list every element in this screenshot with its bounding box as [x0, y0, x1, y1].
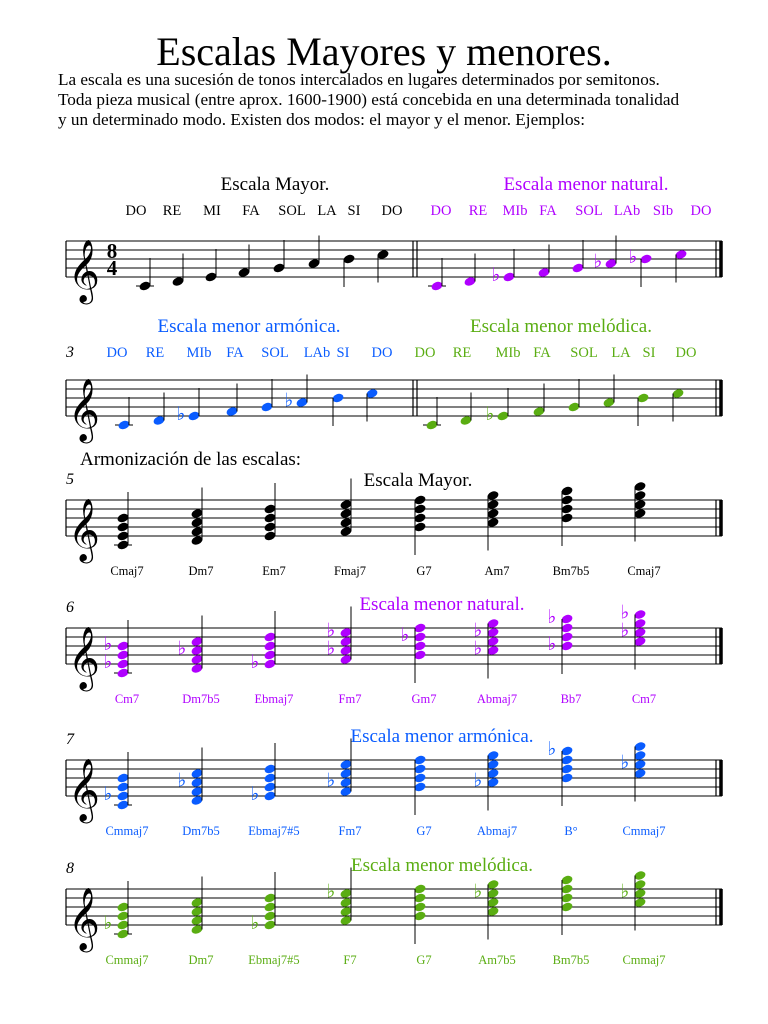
note-syllable: LAb	[613, 203, 641, 219]
scale-heading: Escala menor armónica.	[157, 316, 341, 337]
note-syllable: MIb	[186, 345, 212, 361]
flat-sign-icon: ♭	[620, 881, 630, 903]
chord-name: Fm7	[338, 824, 362, 838]
chord-system-heading: Escala menor armónica.	[350, 726, 534, 747]
chord-name: Fm7	[338, 692, 362, 706]
flat-sign-icon: ♭	[103, 652, 113, 673]
flat-sign-icon: ♭	[400, 625, 410, 646]
measure-number: 7	[66, 731, 74, 748]
flat-sign-icon: ♭	[485, 404, 495, 425]
note-syllable: SI	[642, 345, 656, 361]
chord-name: Ebmaj7#5	[248, 953, 300, 967]
note-syllable: RE	[162, 203, 182, 219]
note-syllable: SOL	[278, 203, 306, 219]
treble-clef-icon: 𝄞	[68, 760, 100, 820]
flat-sign-icon: ♭	[326, 620, 336, 642]
flat-sign-icon: ♭	[177, 638, 187, 660]
note-syllable: DO	[675, 345, 697, 361]
chord-name: Dm7b5	[182, 824, 220, 838]
flat-sign-icon: ♭	[103, 784, 113, 805]
flat-sign-icon: ♭	[620, 752, 630, 774]
time-signature-top: 8	[106, 239, 118, 263]
flat-sign-icon: ♭	[473, 770, 483, 792]
chord-name: Dm7	[188, 953, 214, 967]
flat-sign-icon: ♭	[250, 784, 260, 805]
chord-name: Bm7b5	[552, 953, 590, 967]
flat-sign-icon: ♭	[284, 390, 294, 412]
note-syllable: RE	[468, 203, 488, 219]
chord-name: Cmaj7	[627, 564, 661, 578]
chord-system-heading: Escala Mayor.	[363, 470, 473, 491]
flat-sign-icon: ♭	[103, 634, 113, 655]
time-signature-bottom: 4	[106, 256, 118, 280]
flat-sign-icon: ♭	[620, 620, 630, 642]
scale-heading: Escala menor natural.	[503, 174, 669, 195]
note-syllable: DO	[381, 203, 403, 219]
chord-name: Ebmaj7	[254, 692, 294, 706]
flat-sign-icon: ♭	[326, 770, 336, 792]
note-syllable: FA	[533, 345, 551, 361]
note-syllable: SI	[336, 345, 350, 361]
note-syllable: SI	[347, 203, 361, 219]
note-syllable: MIb	[495, 345, 521, 361]
flat-sign-icon: ♭	[547, 607, 557, 628]
chord-name: Dm7b5	[182, 692, 220, 706]
chord-name: Am7	[484, 564, 510, 578]
intro-line: La escala es una sucesión de tonos intercalados en lugares determinados por semitonos.	[58, 70, 660, 89]
flat-sign-icon: ♭	[250, 913, 260, 934]
chord-name: Am7b5	[478, 953, 516, 967]
note-syllable: MI	[203, 203, 221, 219]
flat-sign-icon: ♭	[473, 620, 483, 642]
intro-line: y un determinado modo. Existen dos modos: el mayor y el menor. Ejemplos:	[58, 110, 586, 129]
chord-name: Abmaj7	[476, 692, 518, 706]
chord-name: Abmaj7	[476, 824, 518, 838]
note-syllable: LA	[317, 203, 337, 219]
flat-sign-icon: ♭	[103, 913, 113, 934]
chord-name: Em7	[262, 564, 286, 578]
note-syllable: LAb	[303, 345, 331, 361]
measure-number: 6	[66, 599, 74, 616]
scale-heading: Escala Mayor.	[220, 174, 330, 195]
note-syllable: DO	[690, 203, 712, 219]
flat-sign-icon: ♭	[547, 739, 557, 760]
chord-name: G7	[416, 953, 432, 967]
note-syllable: SIb	[652, 203, 674, 219]
chord-name: Gm7	[411, 692, 437, 706]
chord-name: F7	[343, 953, 357, 967]
flat-sign-icon: ♭	[628, 247, 638, 268]
note-syllable: MIb	[502, 203, 528, 219]
note-syllable: SOL	[575, 203, 603, 219]
scale-heading: Escala menor melódica.	[469, 316, 653, 337]
treble-clef-icon: 𝄞	[68, 380, 100, 440]
flat-sign-icon: ♭	[326, 638, 336, 660]
treble-clef-icon: 𝄞	[68, 889, 100, 949]
flat-sign-icon: ♭	[176, 404, 186, 425]
note-syllable: SOL	[570, 345, 598, 361]
treble-clef-icon: 𝄞	[68, 500, 100, 560]
chord-system-heading: Escala menor melódica.	[350, 855, 534, 876]
note-syllable: DO	[106, 345, 128, 361]
chord-name: Cm7	[631, 692, 657, 706]
measure-number: 8	[66, 860, 74, 877]
chord-name: Bm7b5	[552, 564, 590, 578]
treble-clef-icon: 𝄞	[68, 241, 100, 301]
note-syllable: FA	[539, 203, 557, 219]
chord-name: Ebmaj7#5	[248, 824, 300, 838]
flat-sign-icon: ♭	[547, 634, 557, 655]
measure-number: 5	[66, 471, 74, 488]
note-syllable: RE	[452, 345, 472, 361]
flat-sign-icon: ♭	[473, 638, 483, 660]
flat-sign-icon: ♭	[620, 602, 630, 624]
chord-name: Cmmaj7	[622, 824, 666, 838]
flat-sign-icon: ♭	[177, 770, 187, 792]
note-syllable: RE	[145, 345, 165, 361]
chord-name: G7	[416, 564, 432, 578]
harmonization-heading: Armonización de las escalas:	[80, 449, 302, 470]
chord-name: B°	[564, 824, 578, 838]
flat-sign-icon: ♭	[326, 881, 336, 903]
chord-name: Dm7	[188, 564, 214, 578]
chord-system-heading: Escala menor natural.	[359, 594, 525, 615]
measure-number: 3	[66, 344, 74, 361]
chord-name: Fmaj7	[334, 564, 366, 578]
chord-name: Cm7	[114, 692, 140, 706]
chord-name: Cmmaj7	[105, 953, 149, 967]
note-syllable: DO	[371, 345, 393, 361]
note-syllable: FA	[226, 345, 244, 361]
chord-name: Bb7	[560, 692, 582, 706]
note-syllable: DO	[414, 345, 436, 361]
flat-sign-icon: ♭	[250, 652, 260, 673]
chord-name: Cmaj7	[110, 564, 144, 578]
note-syllable: DO	[430, 203, 452, 219]
chord-name: Cmmaj7	[105, 824, 149, 838]
flat-sign-icon: ♭	[593, 251, 603, 273]
note-syllable: LA	[611, 345, 631, 361]
chord-name: G7	[416, 824, 432, 838]
treble-clef-icon: 𝄞	[68, 628, 100, 688]
page-title: Escalas Mayores y menores.	[156, 29, 612, 74]
note-syllable: DO	[125, 203, 147, 219]
chord-name: Cmmaj7	[622, 953, 666, 967]
note-syllable: FA	[242, 203, 260, 219]
intro-line: Toda pieza musical (entre aprox. 1600-1900) está concebida en una determinada tonalidad	[58, 90, 680, 109]
flat-sign-icon: ♭	[491, 265, 501, 286]
note-syllable: SOL	[261, 345, 289, 361]
flat-sign-icon: ♭	[473, 881, 483, 903]
